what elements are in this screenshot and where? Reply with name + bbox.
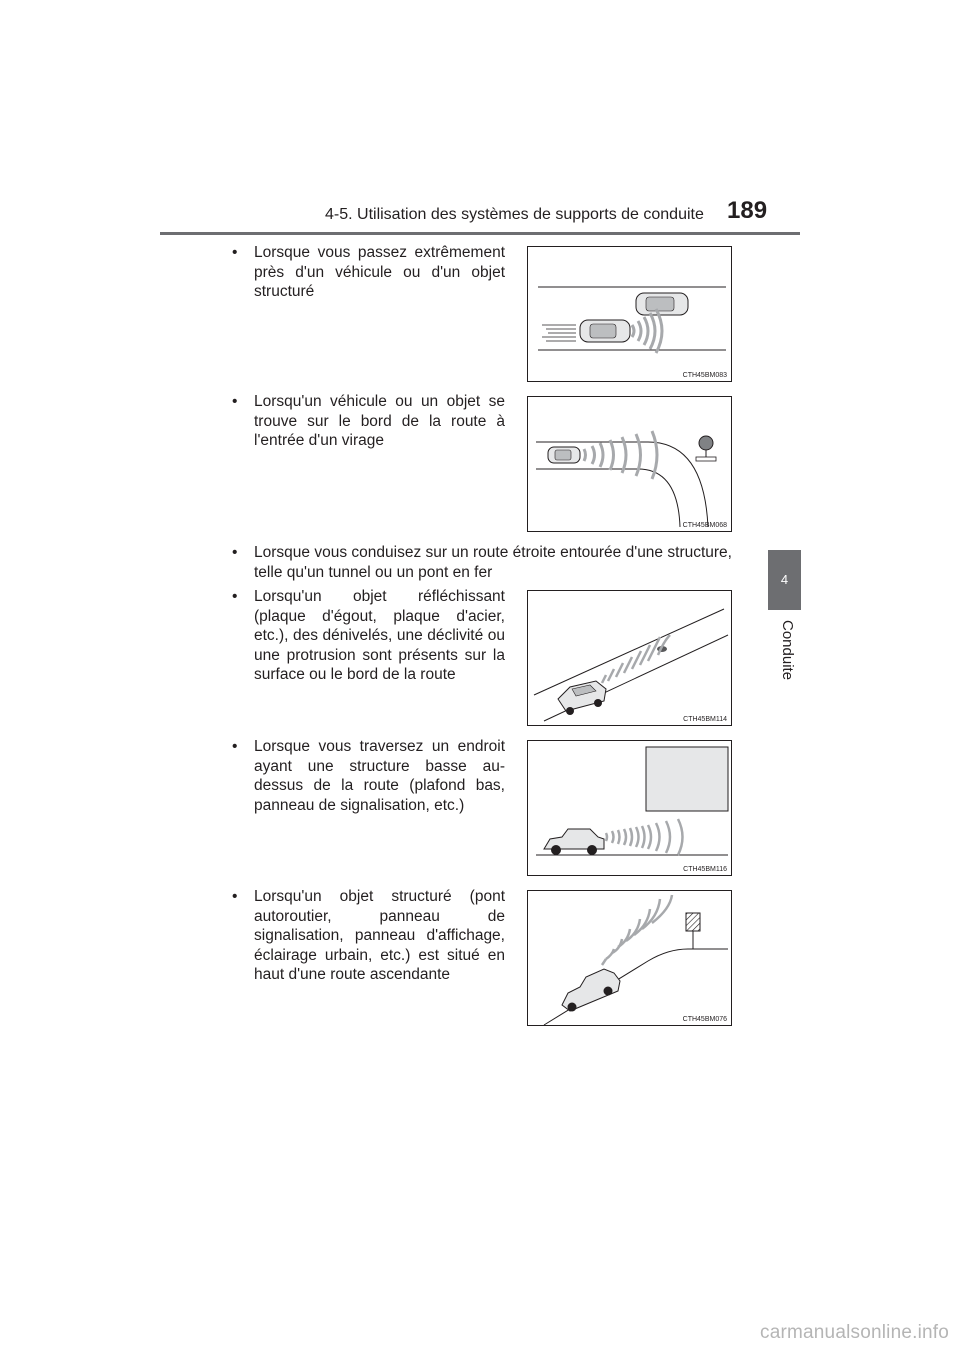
bullet-text: Lorsqu'un véhicule ou un objet se trouve sur le bord de la route à l'entrée d'un virage [254, 393, 505, 449]
chapter-tab[interactable]: 4 [768, 550, 801, 610]
page-number: 189 [727, 197, 768, 224]
watermark: carmanualsonline.info [760, 1322, 950, 1343]
figure-reflective-object [527, 590, 732, 726]
figure-ascending-road [527, 890, 732, 1026]
figure-close-vehicle [527, 246, 732, 382]
bullet-marker: • [232, 888, 238, 905]
header-section-title: 4-5. Utilisation des systèmes de supports de conduite [325, 206, 704, 223]
bullet-item [232, 587, 505, 685]
bullet-text: Lorsqu'un objet structuré (pont autoroutier, panneau de signalisation, panneau d'affichage, éclairage urbain, etc.) est situé en haut d'une route ascendante [254, 888, 505, 983]
figure-code: CTH45BM116 [683, 866, 727, 873]
bullet-marker: • [232, 738, 238, 755]
bullet-marker: • [232, 588, 238, 605]
bullet-marker: • [232, 544, 238, 561]
bullet-item [232, 737, 505, 815]
figure-code: CTH45BM083 [682, 372, 727, 379]
figure-code: CTH45BM076 [682, 1016, 727, 1023]
bullet-text: Lorsque vous passez extrêmement près d'un véhicule ou d'un objet structuré [254, 244, 505, 300]
bullet-item [232, 543, 732, 582]
figure-code: CTH45BM114 [683, 716, 727, 723]
bullet-item [232, 243, 505, 302]
bullet-item [232, 392, 505, 451]
header-rule [160, 232, 800, 235]
figure-low-structure [527, 740, 732, 876]
bullet-text: Lorsque vous conduisez sur un route étroite entourée d'une structure, telle qu'un tunnel ou un pont en fer [254, 544, 732, 581]
bullet-text: Lorsqu'un objet réfléchissant (plaque d'égout, plaque d'acier, etc.), des dénivelés, une déclivité ou une protrusion sont présents sur la surface ou le bord de la route [254, 588, 505, 683]
figure-code: CTH45BM068 [682, 522, 727, 529]
bullet-item [232, 887, 505, 985]
chapter-label: Conduite [779, 620, 796, 681]
bullet-marker: • [232, 393, 238, 410]
bullet-marker: • [232, 244, 238, 261]
bullet-text: Lorsque vous traversez un endroit ayant une structure basse au-dessus de la route (plafond bas, panneau de signalisation, etc.) [254, 738, 505, 814]
figure-curve-entrance [527, 396, 732, 532]
